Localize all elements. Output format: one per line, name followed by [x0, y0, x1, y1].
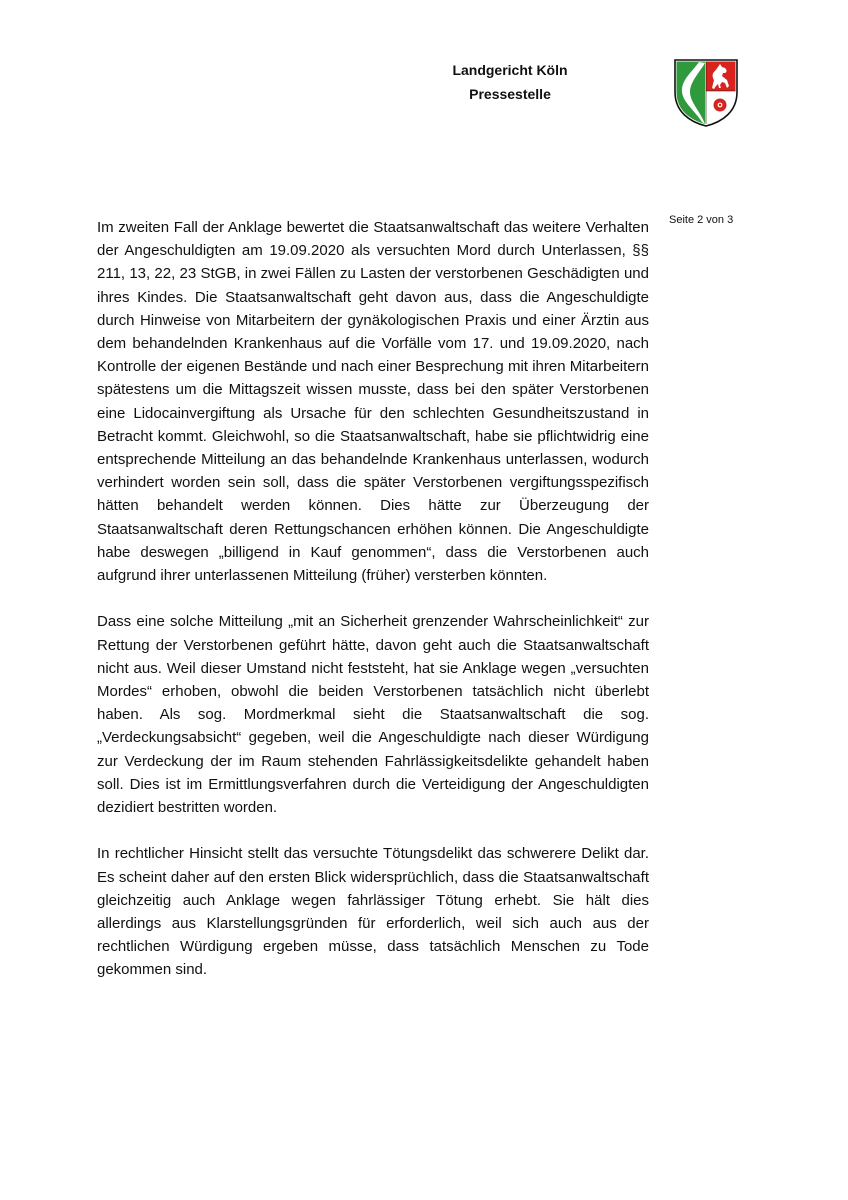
department-name: Pressestelle	[469, 86, 551, 102]
paragraph-2: Dass eine solche Mitteilung „mit an Sicherheit grenzender Wahrscheinlichkeit“ zur Rettung der Verstorbenen geführt hätte, davon geht auch die Staatsanwaltschaft nicht aus. Weil dieser Umstand nicht feststeht, hat sie Anklage wegen „versuchten Mordes“ erhoben, obwohl die beiden Verstorbenen tatsächlich nicht überlebt haben. Als sog. Mordmerkmal sieht die Staatsanwaltschaft die sog. „Verdeckungsabsicht“ gegeben, weil die Angeschuldigte nach dieser Würdigung zur Verdeckung der im Raum stehenden Fahrlässigkeitsdelikte gehandelt haben soll. Dies ist im Ermittlungsverfahren durch die Verteidigung der Angeschuldigten dezidiert bestritten worden.	[97, 613, 649, 817]
paragraph-3: In rechtlicher Hinsicht stellt das versuchte Tötungsdelikt das schwerere Delikt dar. Es scheint daher auf den ersten Blick widersprüchlich, dass die Staatsanwaltschaft gleichzeitig auch Anklage wegen fahrlässiger Tötung erhebt. Sie hält dies allerdings aus Klarstellungsgründen für erforderlich, weil sich auch aus der rechtlichen Würdigung ergeben müsse, dass tatsächlich Menschen zu Tode gekommen sind.	[97, 845, 649, 979]
nrw-coat-of-arms-icon	[672, 58, 740, 128]
letterhead	[420, 58, 600, 106]
court-name: Landgericht Köln	[452, 62, 568, 78]
shield-green-field	[677, 62, 706, 125]
document-body	[97, 216, 649, 1005]
page-number: Seite 2 von 3	[669, 214, 734, 226]
paragraph-1: Im zweiten Fall der Anklage bewertet die Staatsanwaltschaft das weitere Verhalten der Angeschuldigten am 19.09.2020 als versuchten Mord durch Unterlassen, §§ 211, 13, 22, 23 StGB, in zwei Fällen zu Lasten der verstorbenen Geschädigten und ihres Kindes. Die Staatsanwaltschaft geht davon aus, dass die Angeschuldigte durch Hinweise von Mitarbeitern der gynäkologischen Praxis und einer Ärztin aus dem behandelnden Krankenhaus auf die Vorfälle vom 17. und 19.09.2020, nach Kontrolle der eigenen Bestände und nach einer Besprechung mit ihren Mitarbeitern spätestens um die Mittagszeit wissen musste, dass bei den später Verstorbenen eine Lidocainvergiftung als Ursache für den schlechten Gesundheitszustand in Betracht kommt. Gleichwohl, so die Staatsanwaltschaft, habe sie pflichtwidrig eine entsprechende Mitteilung an das behandelnde Krankenhaus unterlassen, wodurch verhindert worden sein soll, dass die später Verstorbenen vergiftungsspezifisch hätten behandelt werden können. Dies hätte zur Überzeugung der Staatsanwaltschaft deren Rettungschancen erhöhen können. Die Angeschuldigte habe deswegen „billigend in Kauf genommen“, dass die Verstorbenen auch aufgrund ihrer unterlassenen Mitteilung (früher) versterben könnten.	[97, 219, 649, 585]
